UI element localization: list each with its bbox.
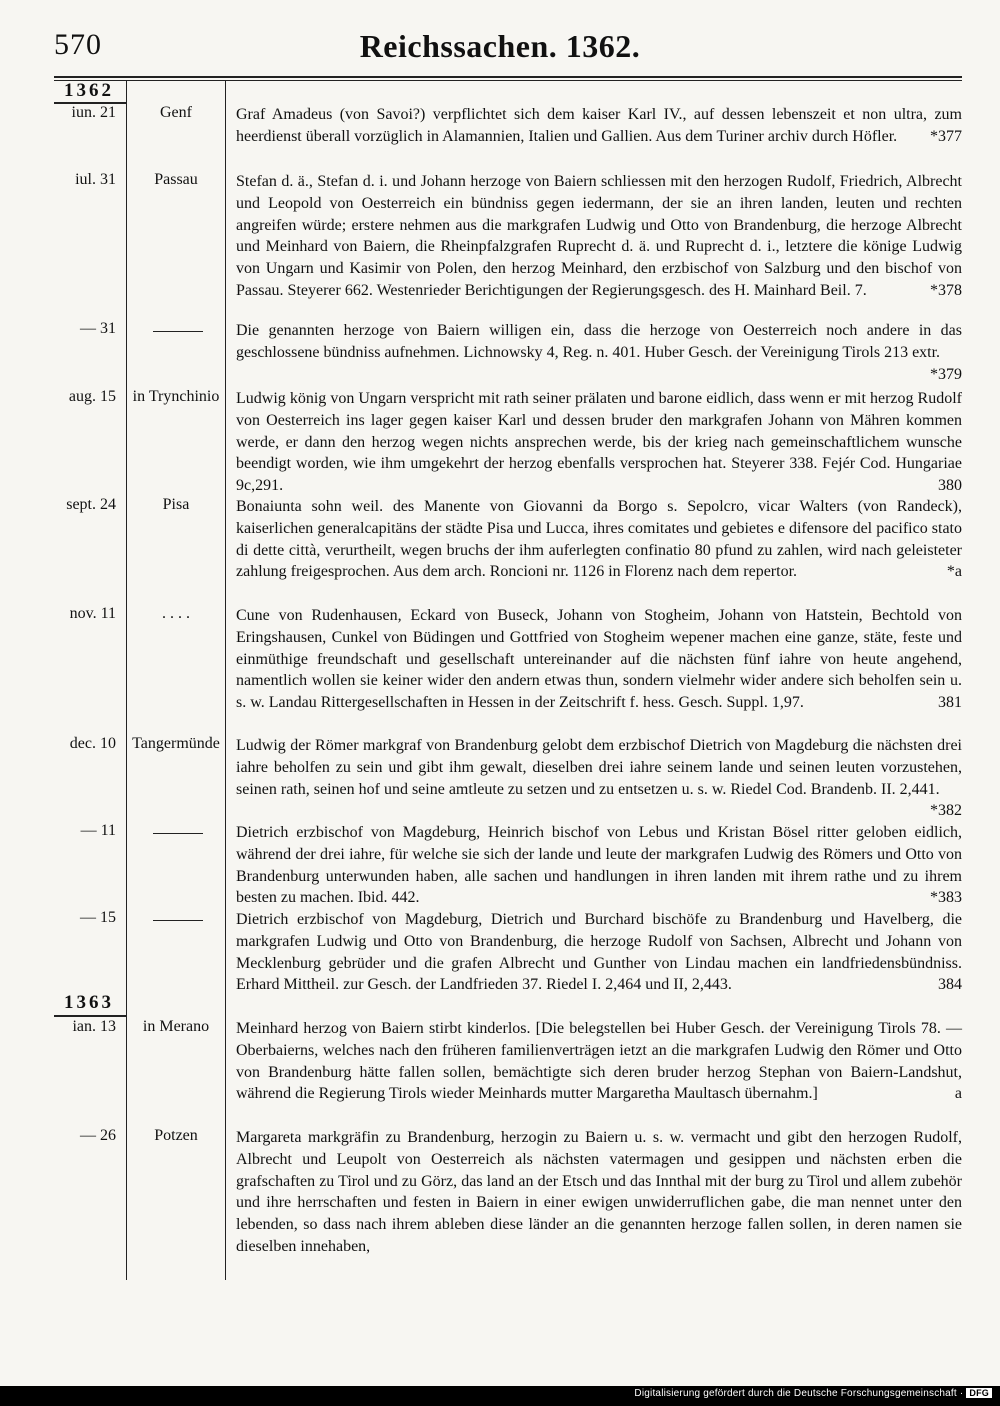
entry-place: Potzen [154, 1127, 198, 1144]
entry-text [236, 1018, 962, 1105]
entry-date: aug. 15 [68, 388, 116, 405]
entry-place: . . . . [162, 605, 190, 622]
entry-place: in Trynchinio [132, 388, 220, 405]
entry-place: Genf [160, 104, 192, 121]
entry-place: Tangermünde [132, 735, 220, 752]
entry-body: Meinhard herzog von Baiern stirbt kinderlos. [Die belegstellen bei Huber Gesch. der Vereinigung Tirols 78. — Oberbaierns, welches nach den früheren familienverträgen ietzt an die markgrafen Ludwig den Römer und Otto von Brandenburg hätte fallen sollen, bemächtigte sich deren bruder herzog Stephan von Baiern-Landshut, während die Regierung Tirols wieder Meinhards mutter Margaretha Maultasch übernahm.] [236, 1020, 962, 1103]
digitization-credit [634, 1388, 992, 1399]
entry-number: 381 [938, 694, 962, 712]
entry-date: — 31 [80, 320, 116, 337]
entry-body: Ludwig der Römer markgraf von Brandenburg gelobt dem erzbischof Dietrich von Magdeburg die nächsten drei iahre beholfen zu sein und gibt ihm gewalt, dieselben drei iahre seinem lande und seinen leuten vorzustehen, seinen rath, seinen hof und seine amtleute zu setzen und zu entsetzen u. s. w. Riedel Cod. Brandenb. II. 2,441. [236, 737, 962, 798]
entry-body: Bonaiunta sohn weil. des Manente von Giovanni da Borgo s. Sepolcro, vicar Walters (von Randeck), kaiserlichen generalcapitäns der städte Pisa und Lucca, ihres comitates und gebietes e difensore del pacifico stato di dette città, verurtheilt, wegen bruchs der ihm auferlegten confinatio 80 pfund zu zahlen, wird nach geleisteter zahlung freigesprochen. Aus dem arch. Roncioni nr. 1126 in Florenz nach dem repertor. [236, 498, 962, 581]
entry-date: iun. 21 [71, 104, 116, 121]
entry-date: iul. 31 [75, 171, 116, 188]
page-header [0, 28, 1000, 68]
entry-place: Pisa [162, 496, 190, 513]
page-title: Reichssachen. 1362. [359, 28, 641, 64]
entry-text [236, 735, 962, 822]
year-heading: 1362 [64, 80, 114, 101]
entry-body: Die genannten herzoge von Baiern willigen ein, dass die herzoge von Oesterreich noch andere in das geschlossene bündniss aufnehmen. Lichnowsky 4, Reg. n. 401. Huber Gesch. der Vereinigung Tirols 213 extr. [236, 322, 962, 361]
entry-number: *383 [930, 889, 962, 907]
ditto-dash [153, 833, 203, 834]
entry-date: ian. 13 [72, 1018, 116, 1035]
entry-body: Ludwig könig von Ungarn verspricht mit rath seiner prälaten und barone eidlich, dass wenn er mit herzog Rudolf von Oesterreich ins lager gegen kaiser Karl und dessen bruder den markgrafen Johann von Mähren kommen werde, er dann den herzog wegen nichts ansprechen werde, bis der krieg nach gemeinschaftlichem wunsche beendigt worden, wie ihm umgekehrt der herzog ebenfalls versprochen hat. Steyerer 338. Fejér Cod. Hungariae 9c,291. [236, 390, 962, 495]
entry-text [236, 1127, 962, 1258]
entry-text [236, 909, 962, 996]
entry-body: Dietrich erzbischof von Magdeburg, Heinrich bischof von Lebus und Kristan Bösel ritter geloben eidlich, während der drei iahre, für welche sie sich der lande und leute der markgrafen Ludwig des Römers und Otto von Brandenburg unterwunden haben, alle sachen und handlungen in ihren landen mit ihrem rathe und zu ihrem besten zu machen. Ibid. 442. [236, 824, 962, 907]
entry-text [236, 605, 962, 714]
header-rule-thin [54, 80, 962, 81]
entry-text [236, 171, 962, 302]
entry-text [236, 496, 962, 583]
entry-text [236, 822, 962, 909]
entry-date: dec. 10 [69, 735, 116, 752]
entry-number: *a [946, 563, 962, 581]
entry-body: Dietrich erzbischof von Magdeburg, Dietrich und Burchard bischöfe zu Brandenburg und Havelberg, die markgrafen Ludwig und Otto von Brandenburg, die herzoge Rudolf von Sachsen, Albrecht und Johann von Mecklenburg gebrüder und die grafen Albrecht und Gunther von Lindau machen ein landfriedensbündniss. Erhard Mittheil. zur Gesch. der Landfrieden 37. Riedel I. 2,464 und II, 2,443. [236, 911, 962, 994]
year-heading: 1363 [64, 992, 114, 1013]
entry-number: 384 [938, 976, 962, 994]
entry-body: Graf Amadeus (von Savoi?) verpflichtet sich dem kaiser Karl IV., auf dessen lebenszeit et non ultra, zum heerdienst überall vorzüglich in Alamannien, Italien und Gallien. Aus dem Turiner archiv durch Höfler. [236, 106, 962, 145]
entry-text [236, 104, 962, 148]
page-number: 570 [54, 28, 102, 61]
entry-body: Margareta markgräfin zu Brandenburg, herzogin zu Baiern u. s. w. vermacht und gibt den herzogen Rudolf, Albrecht und Leupolt von Oesterreich als nächsten vatermagen und gesippen und nächsten erben die grafschaften zu Tirol und zu Görz, das land an der Etsch und das Innthal mit der burg zu Tirol und allem zubehör und ihre herrschaften und festen in Baiern in einer ewigen unwiderruflichen gabe, die man nennet unter den lebenden, so dass nach ihrem ableben diese länder an die genannten herzoge fallen sollen, in deren namen sie dieselben innehaben, [236, 1129, 962, 1255]
entry-number: a [954, 1085, 962, 1103]
entry-number: *379 [930, 365, 962, 383]
dfg-logo: DFG [966, 1388, 992, 1398]
entry-date: — 15 [80, 909, 116, 926]
entry-date: nov. 11 [69, 605, 116, 622]
entry-text [236, 388, 962, 497]
year-underline [54, 1015, 126, 1017]
entry-date: — 11 [80, 822, 116, 839]
ditto-dash [153, 920, 203, 921]
entry-body: Stefan d. ä., Stefan d. i. und Johann herzoge von Baiern schliessen mit den herzogen Rudolf, Friedrich, Albrecht und Leopold von Oesterreich ein bündniss gegen iedermann, der sie an ihren landen, leuten und rechten angreifen würde; erstere nehmen aus die markgrafen Ludwig und Otto von Brandenburg, die herzoge Albrecht und Meinhard von Baiern, die Rheinpfalzgrafen Ruprecht d. ä. und Ruprecht d. i., letztere die könige Ludwig von Ungarn und Kasimir von Polen, den herzog Meinhard, den erzbischof von Salzburg und den bischof von Passau. Steyerer 662. Westenrieder Berichtigungen der Regierungsgesch. des H. Mainhard Beil. 7. [236, 173, 962, 299]
header-rule [54, 76, 962, 78]
entry-text [236, 320, 962, 385]
ditto-dash [153, 331, 203, 332]
entry-date: sept. 24 [66, 496, 116, 513]
entry-number: 380 [938, 477, 962, 495]
entry-number: *378 [930, 281, 962, 299]
credit-text: Digitalisierung gefördert durch die Deutsche Forschungsgemeinschaft · [634, 1388, 964, 1399]
column-divider-date [126, 80, 127, 1280]
entry-number: *382 [930, 802, 962, 820]
entry-place: in Merano [142, 1018, 210, 1035]
entry-place: Passau [154, 171, 198, 188]
entry-body: Cune von Rudenhausen, Eckard von Buseck, Johann von Stogheim, Johann von Hatstein, Bechtold von Eringshausen, Cunkel von Büdingen und Gottfried von Stogheim wepener machen eine ganze, stäte, feste und einmüthige freundschaft und gesellschaft untereinander auf die nächsten fünf iahre von heute angehend, namentlich wollen sie keiner wider den andern etwas thun, sondern vielmehr wider andere sich beholfen sein u. s. w. Landau Rittergesellschaften in Hessen in der Zeitschrift f. hess. Gesch. Suppl. 1,97. [236, 607, 962, 712]
entry-number: *377 [930, 127, 962, 145]
entry-date: — 26 [80, 1127, 116, 1144]
column-divider-place [225, 80, 226, 1280]
